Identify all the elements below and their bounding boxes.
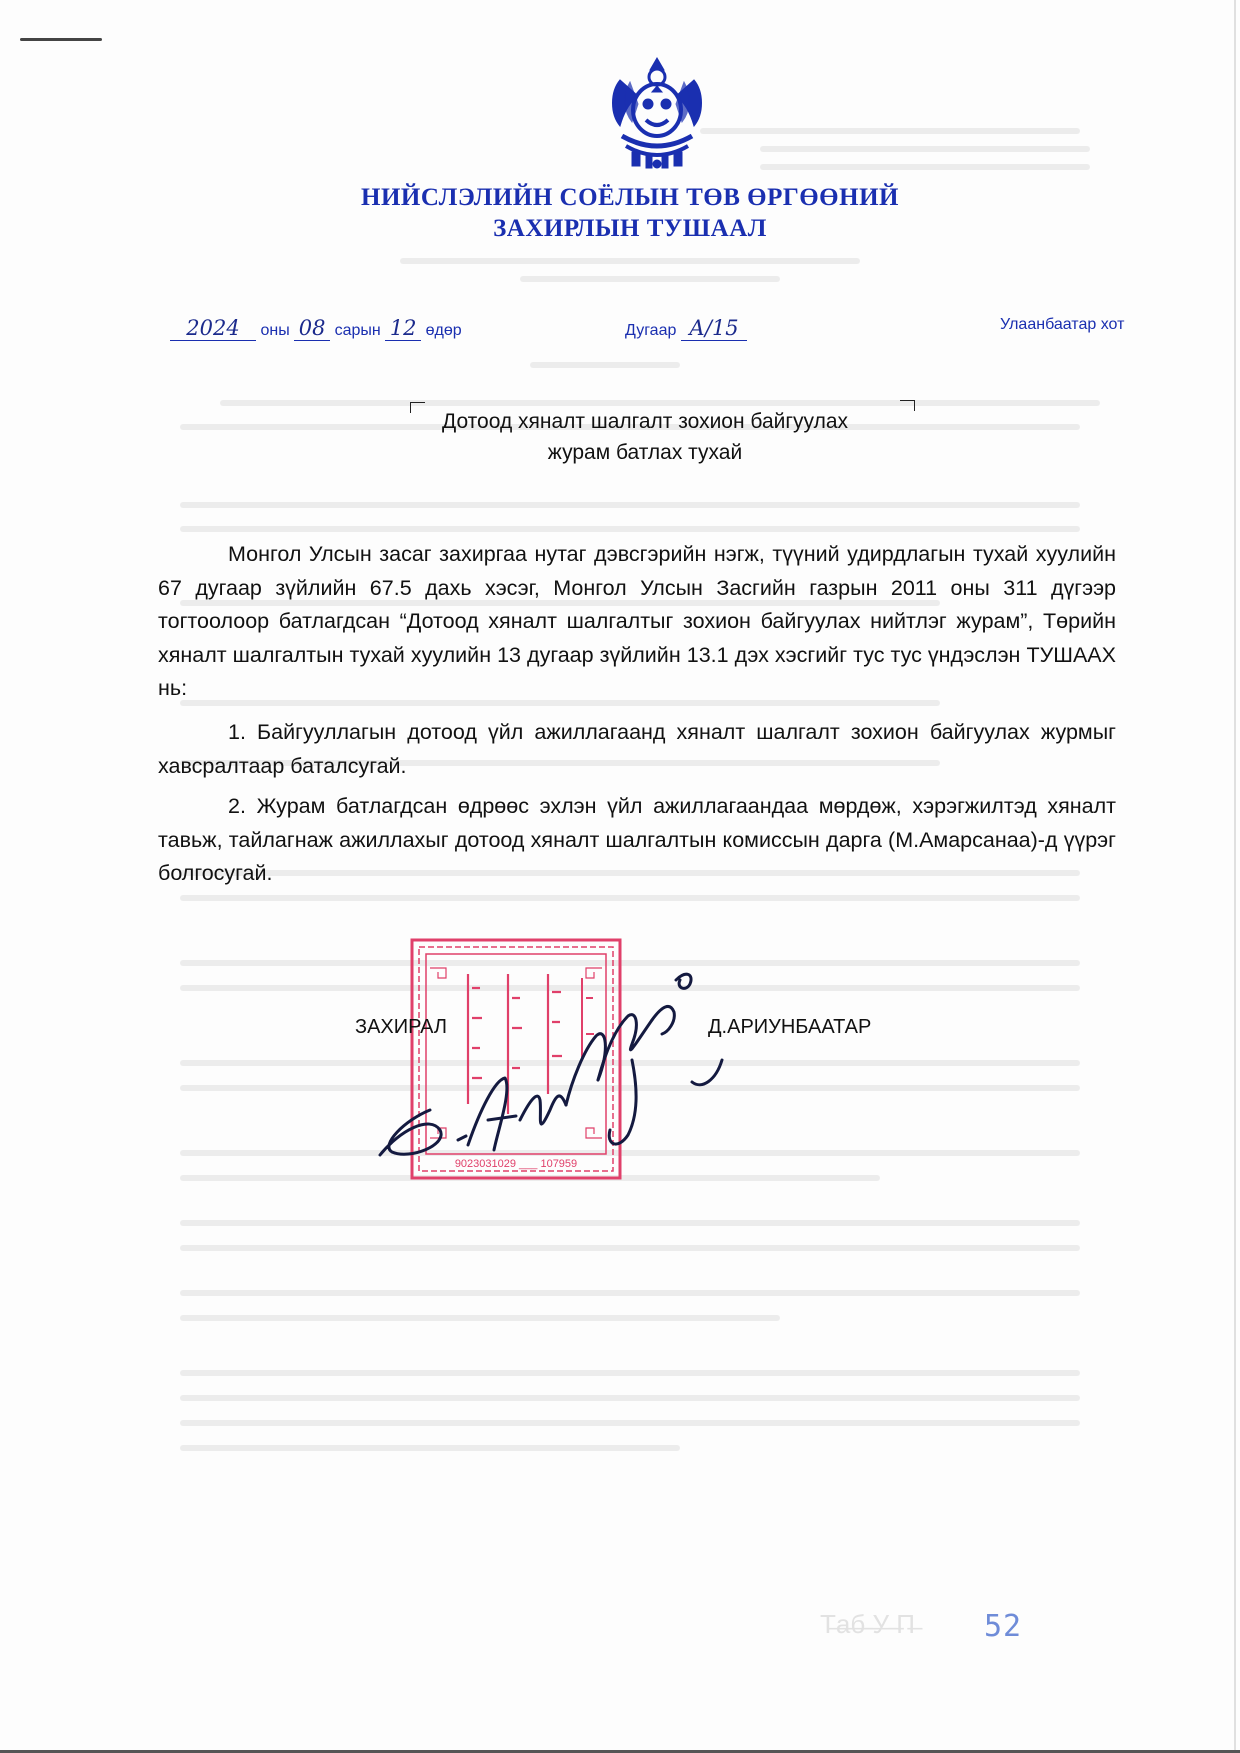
- serial-number: 52: [984, 1609, 1023, 1644]
- order-title: ЗАХИРЛЫН ТУШААЛ: [493, 215, 767, 242]
- signatory-name: Д.АРИУНБААТАР: [708, 1016, 872, 1038]
- binding-mark: [20, 38, 102, 41]
- organization-title: НИЙСЛЭЛИЙН СОЁЛЫН ТӨВ ӨРГӨӨНИЙ: [361, 184, 899, 211]
- subject-line-2: журам батлах тухай: [547, 441, 743, 464]
- date-field: [170, 316, 462, 341]
- number-handwritten: А/15: [681, 316, 747, 341]
- month-label: сарын: [334, 322, 381, 339]
- place-label: Улаанбаатар хот: [1000, 316, 1125, 333]
- year-label: оны: [260, 322, 290, 339]
- stamp-number: 9023031029 ___ 107959: [454, 1158, 578, 1170]
- number-label: Дугаар: [625, 322, 677, 339]
- order-item-2: 2. Журам батлагдсан өдрөөс эхлэн үйл ажиллагаандаа мөрдөж, хэрэгжилтэд хяналт тавьж, тайлагнаж ажиллахыг дотоод хяналт шалгалтын комиссын дарга (М.Амарсанаа)-д үүрэг болгосугай.: [158, 794, 1116, 885]
- day-handwritten: 12: [385, 316, 421, 341]
- state-emblem-icon: [602, 52, 712, 172]
- handwritten-signature: [370, 940, 730, 1190]
- number-field: [625, 316, 747, 341]
- page-edge: [1234, 0, 1236, 1753]
- year-handwritten: 2024: [170, 316, 256, 341]
- order-item-1: 1. Байгууллагын дотоод үйл ажиллагаанд хяналт шалгалт зохион байгуулах журмыг хавсралтаар баталсугай.: [158, 720, 1116, 778]
- signatory-position: ЗАХИРАЛ: [355, 1016, 448, 1038]
- month-handwritten: 08: [294, 316, 330, 341]
- subject-line-1: Дотоод хяналт шалгалт зохион байгуулах: [441, 410, 849, 433]
- ghost-handwriting: Т̶а̶б̶ ̶У̶ ̶П̶: [820, 1609, 915, 1639]
- preamble-paragraph: Монгол Улсын засаг захиргаа нутаг дэвсгэрийн нэгж, түүний удирдлагын тухай хуулийн 67 дугаар зүйлийн 67.5 дахь хэсэг, Монгол Улсын Засгийн газрын 2011 оны 311 дүгээр тогтоолоор батлагдсан “Дотоод хяналт шалгалтыг зохион байгуулах нийтлэг журам”, Төрийн хяналт шалгалтын тухай хуулийн 13 дугаар зүйлийн 13.1 дэх хэсгийг тус тус үндэслэн ТУШААХ нь:: [158, 542, 1116, 700]
- day-label: өдөр: [425, 322, 462, 339]
